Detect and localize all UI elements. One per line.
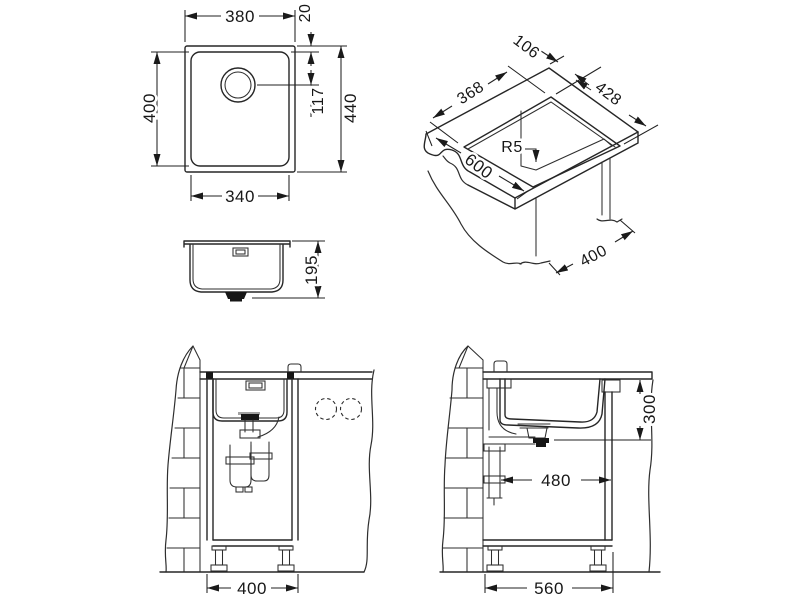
dim-cutout-length <box>576 79 658 144</box>
dim-label-400-front: 400 <box>237 579 267 598</box>
drain-outer-circle <box>221 68 255 102</box>
dim-label-440: 440 <box>341 93 360 123</box>
dim-bowl-width <box>191 175 289 206</box>
drain-fitting <box>225 292 247 299</box>
cabinet-foot <box>278 546 294 571</box>
sink-flange <box>184 241 290 247</box>
side-installation-view <box>440 346 660 598</box>
dim-label-480: 480 <box>541 471 571 490</box>
dim-overall-length <box>297 46 360 172</box>
worktop-section-side <box>483 372 652 379</box>
profile-view <box>184 241 325 302</box>
sink-rim-in-cutout <box>468 102 615 149</box>
dim-label-380: 380 <box>225 7 255 26</box>
dim-label-117: 117 <box>310 87 327 115</box>
drain-fitting-base <box>230 299 242 302</box>
brick-wall-left <box>165 346 200 572</box>
dim-label-400: 400 <box>140 93 159 123</box>
brick-wall-right <box>442 346 483 572</box>
dim-label-600: 600 <box>461 149 497 183</box>
dim-label-195: 195 <box>302 255 321 285</box>
dim-drain-height <box>554 380 659 440</box>
bowl-interior-edges <box>521 111 612 170</box>
dim-rim-offset <box>291 4 347 66</box>
dim-cutout-width <box>430 66 545 143</box>
overflow-hole <box>233 248 248 256</box>
cabinet-torn-bottom <box>520 261 550 264</box>
drain-inner-circle <box>225 72 251 98</box>
sink-outer-rim <box>185 46 295 172</box>
dim-corner-radius <box>501 139 536 162</box>
cabinet-panel-torn-edge <box>597 219 622 222</box>
siphon-trap <box>226 414 279 492</box>
mounting-clip-left <box>206 372 213 379</box>
wall-torn-edge <box>165 346 193 572</box>
dim-label-400-iso: 400 <box>577 242 611 271</box>
dim-label-300: 300 <box>640 394 659 424</box>
overflow-front-inner <box>249 383 262 388</box>
top-view <box>140 4 360 206</box>
cabinet-foot <box>211 546 227 571</box>
popup-knob-side <box>494 361 507 372</box>
torn-right-edge <box>364 370 374 572</box>
bowl-side-inner <box>505 379 600 422</box>
dim-outer-width <box>185 7 295 42</box>
overflow-hole-inner <box>236 250 245 254</box>
dim-front-offset <box>510 32 601 94</box>
sink-bowl-outline <box>191 52 289 166</box>
dim-bowl-length <box>140 52 189 166</box>
front-installation-view <box>160 346 374 598</box>
dim-cabinet-depth <box>485 552 613 598</box>
mounting-clip-right <box>287 372 294 379</box>
worktop-section <box>200 372 372 379</box>
cabinet-foot <box>590 546 606 571</box>
dim-label-106: 106 <box>509 31 543 63</box>
dim-label-428: 428 <box>591 78 625 110</box>
dim-cabinet-width <box>207 574 298 598</box>
cabinet-torn-side <box>428 171 521 264</box>
cabinet-side-panel <box>602 158 610 219</box>
dim-cabinet-width-iso <box>549 220 635 275</box>
wall-torn-edge <box>442 346 468 572</box>
dim-label-560: 560 <box>534 579 564 598</box>
cabinet-foot <box>487 546 503 571</box>
dim-label-368: 368 <box>454 78 488 109</box>
dim-drain-offset <box>257 70 327 117</box>
isometric-cutout-view <box>424 32 658 275</box>
dim-label-340: 340 <box>225 187 255 206</box>
dim-label-20: 20 <box>297 3 314 23</box>
hole-marking-right <box>341 399 362 420</box>
dim-label-r5: R5 <box>501 139 523 156</box>
dim-drain-offset-side <box>501 471 611 490</box>
hole-marking-left <box>316 399 337 420</box>
popup-knob <box>288 364 301 372</box>
